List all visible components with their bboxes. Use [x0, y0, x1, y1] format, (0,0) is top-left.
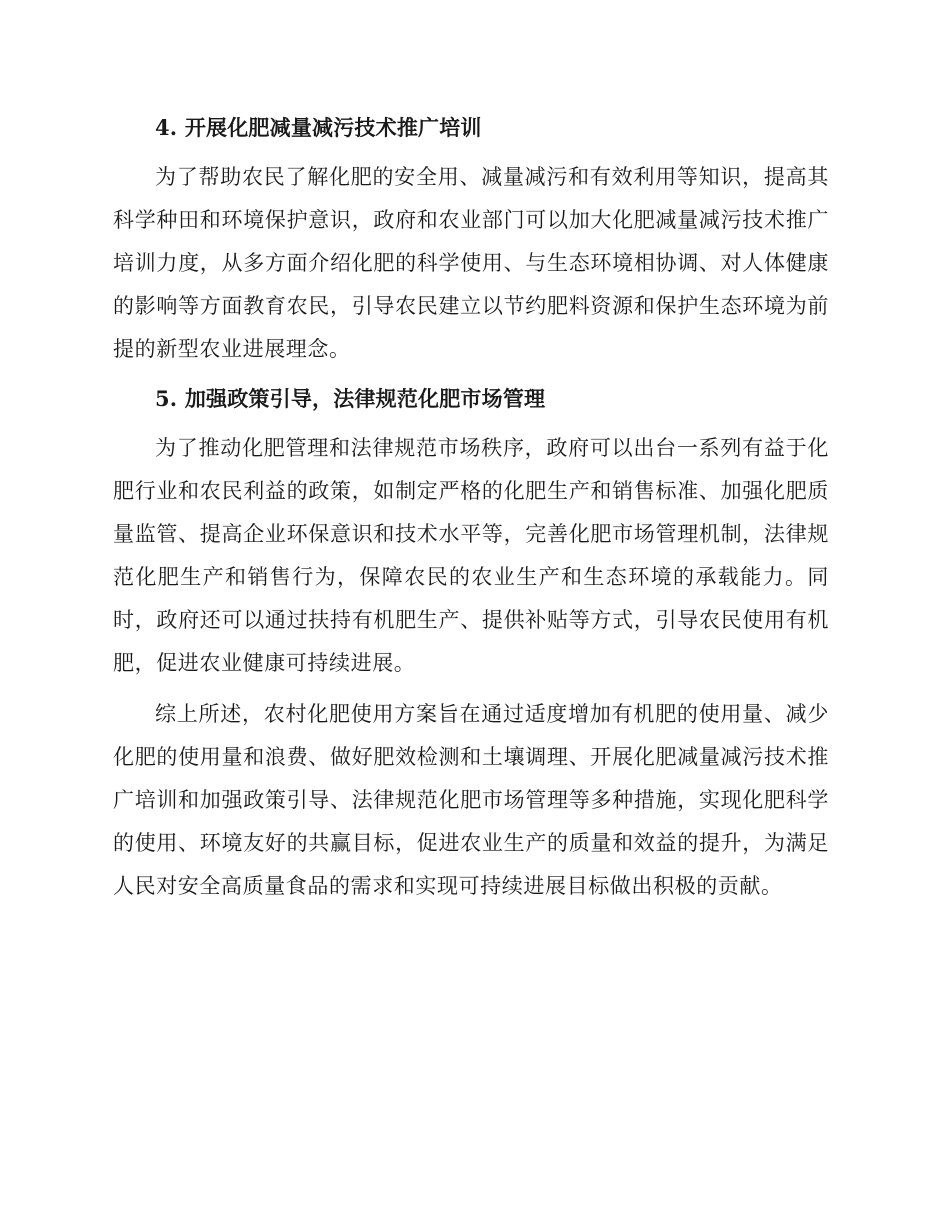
section-5-heading: 5. 加强政策引导，法律规范化肥市场管理	[155, 386, 546, 411]
document-body	[113, 108, 829, 916]
section-4-heading: 4. 开展化肥减量减污技术推广培训	[155, 115, 482, 140]
section-5-paragraph: 为了推动化肥管理和法律规范市场秩序，政府可以出台一系列有益于化肥行业和农民利益的政策，如制定严格的化肥生产和销售标准、加强化肥质量监管、提高企业环保意识和技术水平等，完善化肥市场管理机制，法律规范化肥生产和销售行为，保障农民的农业生产和生态环境的承载能力。同时，政府还可以通过扶持有机肥生产、提供补贴等方式，引导农民使用有机肥，促进农业健康可持续进展。	[113, 436, 829, 675]
conclusion-paragraph: 综上所述，农村化肥使用方案旨在通过适度增加有机肥的使用量、减少化肥的使用量和浪费、做好肥效检测和土壤调理、开展化肥减量减污技术推广培训和加强政策引导、法律规范化肥市场管理等多种措施，实现化肥科学的使用、环境友好的共赢目标，促进农业生产的质量和效益的提升，为满足人民对安全高质量食品的需求和实现可持续进展目标做出积极的贡献。	[113, 702, 829, 898]
section-4-paragraph: 为了帮助农民了解化肥的安全用、减量减污和有效利用等知识，提高其科学种田和环境保护意识，政府和农业部门可以加大化肥减量减污技术推广培训力度，从多方面介绍化肥的科学使用、与生态环境相协调、对人体健康的影响等方面教育农民，引导农民建立以节约肥料资源和保护生态环境为前提的新型农业进展理念。	[113, 165, 829, 361]
